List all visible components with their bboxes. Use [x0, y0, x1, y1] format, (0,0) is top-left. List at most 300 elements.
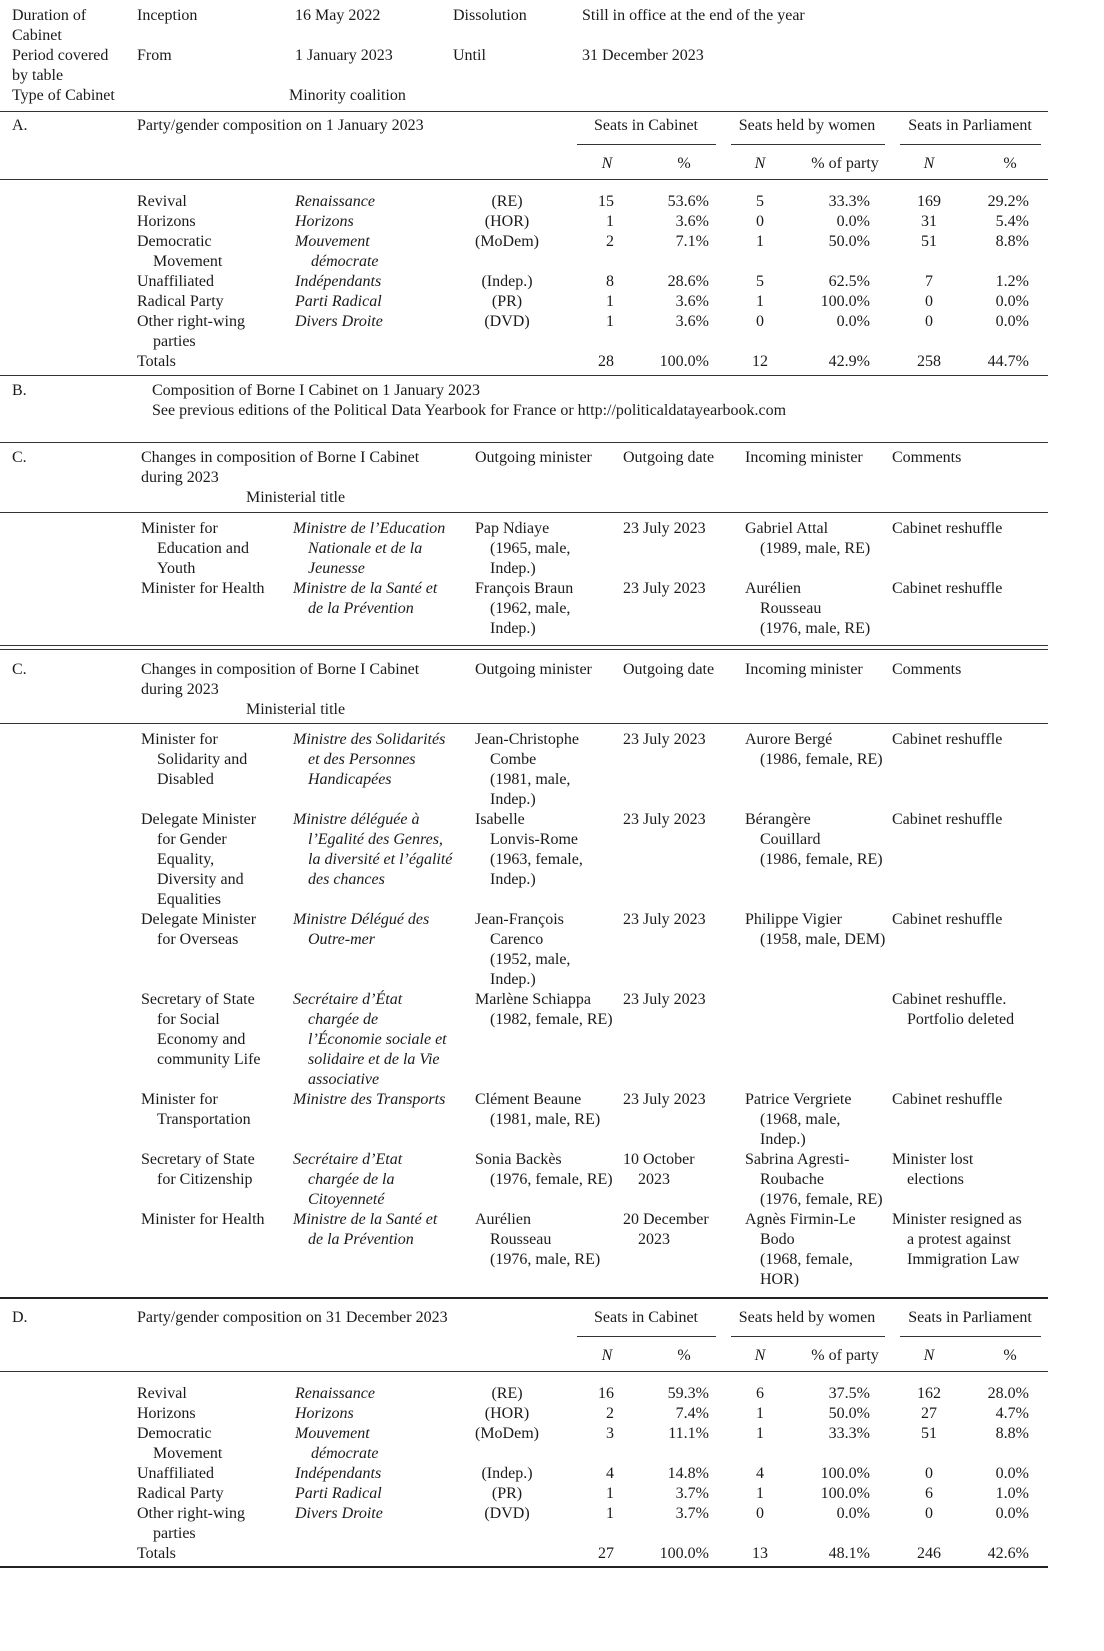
- section-d-value: 27: [921, 1405, 937, 1422]
- section-a-value: 5: [756, 273, 764, 290]
- section-d-value: 1: [606, 1505, 614, 1522]
- section-d-value: 4.7%: [995, 1405, 1029, 1422]
- section-c2-title-french: chargée de la: [308, 1171, 395, 1188]
- section-a-letter: A.: [12, 117, 28, 134]
- section-c2-outgoing-minister: Isabelle: [475, 811, 525, 828]
- section-a-value: 51: [921, 233, 937, 250]
- section-c2-comment: Cabinet reshuffle: [892, 1091, 1003, 1108]
- section-c2-incoming-minister: (1968, male,: [760, 1111, 841, 1128]
- section-c2-outgoing-minister: Indep.): [490, 971, 536, 988]
- section-a-totals-value: 28: [598, 353, 614, 370]
- section-a-party-english: Radical Party: [137, 293, 224, 310]
- section-a-party-english: Other right-wing: [137, 313, 245, 330]
- section-c2-header-rule: [0, 723, 1048, 724]
- section-a-totals-value: 44.7%: [987, 353, 1029, 370]
- section-d-value: 8.8%: [995, 1425, 1029, 1442]
- section-a-col-header: %: [677, 155, 691, 172]
- section-c2-title: Changes in composition of Borne I Cabinet: [141, 661, 420, 678]
- section-c2-title-french: l’Économie sociale et: [308, 1031, 447, 1048]
- section-d-value: 16: [598, 1385, 614, 1402]
- section-a-party-french: démocrate: [311, 253, 379, 270]
- section-c2-title-english: Minister for: [141, 731, 218, 748]
- section-c2-title-french: Ministre des Transports: [293, 1091, 446, 1108]
- section-c2-comment: Portfolio deleted: [907, 1011, 1015, 1028]
- section-a-party-abbr: (HOR): [484, 213, 530, 230]
- section-c2-title-english: Diversity and: [157, 871, 244, 888]
- section-c2-comment: Cabinet reshuffle: [892, 811, 1003, 828]
- section-c2-title-french: Ministre des Solidarités: [293, 731, 446, 748]
- section-a-value: 0.0%: [836, 213, 870, 230]
- section-c2-incoming-minister: (1986, female, RE): [760, 751, 883, 768]
- section-c2-outgoing-date: 23 July 2023: [623, 911, 706, 928]
- section-c1-incoming-minister: Aurélien: [745, 580, 801, 597]
- section-c2-incoming-minister: Sabrina Agresti-: [745, 1151, 850, 1168]
- section-c2-letter: C.: [12, 661, 27, 678]
- section-d-value: 6: [756, 1385, 764, 1402]
- section-c2-title-english: Solidarity and: [157, 751, 248, 768]
- section-d-totals-value: 27: [598, 1545, 614, 1562]
- section-d-value: 1: [606, 1485, 614, 1502]
- section-c2-title-english: community Life: [157, 1051, 261, 1068]
- section-c2-title-english: Minister for: [141, 1091, 218, 1108]
- section-c2-outgoing-date: 23 July 2023: [623, 731, 706, 748]
- section-c2-outgoing-minister: (1981, male,: [490, 771, 571, 788]
- section-c1-outgoing-minister: Pap Ndiaye: [475, 520, 550, 537]
- period-label: Period covered: [12, 47, 109, 64]
- section-d-value: 0.0%: [836, 1505, 870, 1522]
- section-d-value: 2: [606, 1405, 614, 1422]
- section-a-value: 62.5%: [828, 273, 870, 290]
- section-c1-outgoing-minister: François Braun: [475, 580, 574, 597]
- type-value: Minority coalition: [289, 87, 406, 104]
- section-c1-title-english: Minister for: [141, 520, 218, 537]
- section-c2-outgoing-date: 2023: [638, 1171, 670, 1188]
- section-c2-outgoing-minister: Aurélien: [475, 1211, 531, 1228]
- section-c1-outgoing-minister: (1962, male,: [490, 600, 571, 617]
- section-a-col-header: % of party: [811, 155, 879, 172]
- section-c2-outgoing-date: 20 December: [623, 1211, 709, 1228]
- section-a-value: 0: [756, 313, 764, 330]
- section-d-party-english: Unaffiliated: [137, 1465, 215, 1482]
- section-c2-incoming-minister: Roubache: [760, 1171, 824, 1188]
- section-a-seats-cabinet-header: Seats in Cabinet: [594, 117, 698, 134]
- section-a-totals-value: 100.0%: [659, 353, 709, 370]
- group-underline: [577, 1336, 716, 1337]
- section-d-letter: D.: [12, 1309, 28, 1326]
- section-a-party-french: Indépendants: [295, 273, 382, 290]
- section-c2-title: during 2023: [141, 681, 219, 698]
- section-c2-ministerial-title-header: Ministerial title: [246, 701, 346, 718]
- section-a-value: 0: [925, 293, 933, 310]
- section-a-party-abbr: (PR): [491, 293, 523, 310]
- section-a-seats-parliament-header: Seats in Parliament: [908, 117, 1032, 134]
- section-c1-comment: Cabinet reshuffle: [892, 520, 1003, 537]
- section-c1-outgoing-minister: (1965, male,: [490, 540, 571, 557]
- section-b-title: Composition of Borne I Cabinet on 1 January 2023: [152, 382, 480, 399]
- section-d-value: 50.0%: [828, 1405, 870, 1422]
- group-underline: [900, 144, 1041, 145]
- group-underline: [731, 1336, 885, 1337]
- section-d-value: 0.0%: [995, 1505, 1029, 1522]
- section-d-col-header: N: [754, 1347, 766, 1364]
- section-c2-outgoing-date: 23 July 2023: [623, 811, 706, 828]
- section-c2-title-french: associative: [308, 1071, 380, 1088]
- section-d-party-french: démocrate: [311, 1445, 379, 1462]
- until-label: Until: [453, 47, 486, 64]
- section-c2-outgoing-minister: (1981, male, RE): [490, 1111, 601, 1128]
- section-d-party-english: Radical Party: [137, 1485, 224, 1502]
- section-c1-outgoing-date: 23 July 2023: [623, 520, 706, 537]
- section-d-totals-value: 13: [752, 1545, 768, 1562]
- section-d-totals-value: 246: [917, 1545, 941, 1562]
- section-c1-title-french: Ministre de l’Education: [293, 520, 446, 537]
- section-a-value: 8: [606, 273, 614, 290]
- section-a-value: 0: [756, 213, 764, 230]
- section-a-value: 1: [756, 293, 764, 310]
- section-d-value: 100.0%: [820, 1485, 870, 1502]
- section-a-value: 7.1%: [675, 233, 709, 250]
- section-a-party-english: Movement: [153, 253, 223, 270]
- section-a-value: 0.0%: [836, 313, 870, 330]
- section-a-value: 50.0%: [828, 233, 870, 250]
- section-c2-title-french: Outre-mer: [308, 931, 375, 948]
- section-d-seats-cabinet-header: Seats in Cabinet: [594, 1309, 698, 1326]
- section-d-value: 162: [917, 1385, 941, 1402]
- section-c1-outgoing-date-header: Outgoing date: [623, 449, 715, 466]
- section-d-col-header: N: [923, 1347, 935, 1364]
- section-d-bottom-rule: [0, 1566, 1048, 1568]
- section-a-party-english: Democratic: [137, 233, 212, 250]
- section-c1-incoming-minister: (1976, male, RE): [760, 620, 871, 637]
- section-a-value: 2: [606, 233, 614, 250]
- section-a-value: 3.6%: [675, 313, 709, 330]
- section-a-seats-women-header: Seats held by women: [738, 117, 876, 134]
- section-c2-incoming-minister: (1968, female,: [760, 1251, 853, 1268]
- section-a-col-header: N: [601, 155, 613, 172]
- section-c2-title-french: chargée de: [308, 1011, 379, 1028]
- section-a-party-abbr: (RE): [491, 193, 523, 210]
- section-a-title: Party/gender composition on 1 January 2023: [137, 117, 424, 134]
- section-d-value: 0: [925, 1465, 933, 1482]
- section-c2-bottom-rule: [0, 1297, 1048, 1299]
- section-c2-incoming-minister: (1986, female, RE): [760, 851, 883, 868]
- section-d-party-english: Horizons: [137, 1405, 196, 1422]
- section-c2-incoming-minister: HOR): [760, 1271, 800, 1288]
- section-c1-ministerial-title-header: Ministerial title: [246, 489, 346, 506]
- section-d-party-french: Horizons: [295, 1405, 354, 1422]
- section-c2-incoming-minister-header: Incoming minister: [745, 661, 863, 678]
- section-c2-incoming-minister: Agnès Firmin-Le: [745, 1211, 856, 1228]
- section-d-value: 100.0%: [820, 1465, 870, 1482]
- dissolution-label: Dissolution: [453, 7, 527, 24]
- section-c2-comment: Immigration Law: [907, 1251, 1020, 1268]
- section-c2-title-french: Handicapées: [308, 771, 392, 788]
- section-c2-title-english: for Social: [157, 1011, 220, 1028]
- section-c2-comments-header: Comments: [892, 661, 962, 678]
- section-d-value: 33.3%: [828, 1425, 870, 1442]
- section-c1-bottom-rule: [0, 645, 1048, 650]
- section-a-value: 1: [606, 293, 614, 310]
- section-c2-outgoing-minister: Combe: [490, 751, 537, 768]
- section-d-value: 6: [925, 1485, 933, 1502]
- section-c2-incoming-minister: Aurore Bergé: [745, 731, 833, 748]
- section-c2-incoming-minister: Indep.): [760, 1131, 806, 1148]
- section-a-party-abbr: (MoDem): [475, 233, 539, 250]
- section-d-party-english: Other right-wing: [137, 1505, 245, 1522]
- section-c2-title-english: Minister for Health: [141, 1211, 265, 1228]
- section-d-col-header: N: [601, 1347, 613, 1364]
- section-c2-outgoing-minister: Jean-Christophe: [475, 731, 579, 748]
- section-c2-title-english: Disabled: [157, 771, 214, 788]
- section-d-col-header: %: [677, 1347, 691, 1364]
- section-c2-incoming-minister: Patrice Vergriete: [745, 1091, 852, 1108]
- section-c2-outgoing-minister: Jean-François: [475, 911, 564, 928]
- section-d-party-abbr: (Indep.): [481, 1465, 533, 1482]
- section-b-letter: B.: [12, 382, 27, 399]
- section-a-party-abbr: (DVD): [484, 313, 530, 330]
- section-c2-outgoing-date: 2023: [638, 1231, 670, 1248]
- section-c2-title-french: Secrétaire d’État: [293, 991, 403, 1008]
- section-c2-outgoing-minister: (1976, male, RE): [490, 1251, 601, 1268]
- section-d-party-english: Revival: [137, 1385, 187, 1402]
- section-c2-outgoing-minister: Lonvis-Rome: [490, 831, 578, 848]
- section-a-party-french: Parti Radical: [295, 293, 382, 310]
- section-c1-comment: Cabinet reshuffle: [892, 580, 1003, 597]
- section-c2-outgoing-minister: (1963, female,: [490, 851, 583, 868]
- section-d-value: 0.0%: [995, 1465, 1029, 1482]
- section-d-rule: [0, 1371, 1048, 1372]
- section-d-col-header: %: [1003, 1347, 1017, 1364]
- section-d-title: Party/gender composition on 31 December 2023: [137, 1309, 448, 1326]
- section-d-seats-parliament-header: Seats in Parliament: [908, 1309, 1032, 1326]
- section-a-party-english: Revival: [137, 193, 187, 210]
- section-c1-title-french: Nationale et de la: [308, 540, 423, 557]
- section-c1-incoming-minister: Gabriel Attal: [745, 520, 829, 537]
- section-a-value: 33.3%: [828, 193, 870, 210]
- section-c2-incoming-minister: (1976, female, RE): [760, 1191, 883, 1208]
- section-c2-outgoing-date: 10 October: [623, 1151, 695, 1168]
- section-c1-title-french: Jeunesse: [308, 560, 365, 577]
- section-c2-title-english: for Citizenship: [157, 1171, 253, 1188]
- section-a-value: 15: [598, 193, 614, 210]
- group-underline: [731, 144, 885, 145]
- section-d-value: 1: [756, 1425, 764, 1442]
- section-c2-comment: Minister resigned as: [892, 1211, 1022, 1228]
- section-a-party-french: Renaissance: [295, 193, 375, 210]
- section-c2-comment: elections: [907, 1171, 964, 1188]
- section-d-value: 11.1%: [668, 1425, 709, 1442]
- section-c2-title-french: des chances: [308, 871, 385, 888]
- section-c2-outgoing-date: 23 July 2023: [623, 1091, 706, 1108]
- section-d-value: 3.7%: [675, 1505, 709, 1522]
- section-d-totals-value: 42.6%: [987, 1545, 1029, 1562]
- section-c2-title-english: Secretary of State: [141, 1151, 255, 1168]
- section-c2-title-french: Citoyenneté: [308, 1191, 385, 1208]
- section-d-party-french: Parti Radical: [295, 1485, 382, 1502]
- section-d-totals-value: 48.1%: [828, 1545, 870, 1562]
- section-d-party-abbr: (RE): [491, 1385, 523, 1402]
- section-a-party-english: Unaffiliated: [137, 273, 215, 290]
- section-a-value: 7: [925, 273, 933, 290]
- section-c1-outgoing-date: 23 July 2023: [623, 580, 706, 597]
- section-d-value: 0: [925, 1505, 933, 1522]
- section-d-totals-value: 100.0%: [659, 1545, 709, 1562]
- section-a-value: 169: [917, 193, 941, 210]
- section-d-party-french: Indépendants: [295, 1465, 382, 1482]
- section-b-reference: See previous editions of the Political Data Yearbook for France or http://politicaldatayearbook.com: [152, 402, 787, 419]
- section-c2-incoming-minister: (1958, male, DEM): [760, 931, 886, 948]
- section-c1-outgoing-minister-header: Outgoing minister: [475, 449, 592, 466]
- section-a-value: 1: [606, 213, 614, 230]
- section-c2-title-french: Ministre Délégué des: [293, 911, 430, 928]
- from-value: 1 January 2023: [295, 47, 393, 64]
- section-c2-title-english: for Gender: [157, 831, 227, 848]
- section-a-party-english: parties: [153, 333, 196, 350]
- type-label: Type of Cabinet: [12, 87, 115, 104]
- inception-value: 16 May 2022: [295, 7, 381, 24]
- section-a-value: 3.6%: [675, 293, 709, 310]
- section-c2-outgoing-minister: Clément Beaune: [475, 1091, 582, 1108]
- section-c2-outgoing-minister: Indep.): [490, 871, 536, 888]
- section-a-col-header: N: [754, 155, 766, 172]
- until-value: 31 December 2023: [582, 47, 704, 64]
- section-a-value: 100.0%: [820, 293, 870, 310]
- section-c2-title-french: l’Egalité des Genres,: [308, 831, 443, 848]
- section-a-value: 8.8%: [995, 233, 1029, 250]
- section-c2-outgoing-minister: (1952, male,: [490, 951, 571, 968]
- section-d-party-english: parties: [153, 1525, 196, 1542]
- section-a-value: 0.0%: [995, 293, 1029, 310]
- section-c2-outgoing-minister: (1976, female, RE): [490, 1171, 613, 1188]
- section-d-value: 1.0%: [995, 1485, 1029, 1502]
- section-a-value: 5.4%: [995, 213, 1029, 230]
- header-rule: [0, 111, 1048, 112]
- section-c2-title-english: Delegate Minister: [141, 811, 257, 828]
- section-c2-outgoing-minister: Indep.): [490, 791, 536, 808]
- section-d-value: 37.5%: [828, 1385, 870, 1402]
- section-c2-title-french: de la Prévention: [308, 1231, 414, 1248]
- section-a-totals-value: 12: [752, 353, 768, 370]
- section-a-value: 0.0%: [995, 313, 1029, 330]
- section-d-value: 4: [606, 1465, 614, 1482]
- section-d-party-abbr: (MoDem): [475, 1425, 539, 1442]
- inception-label: Inception: [137, 7, 198, 24]
- section-d-value: 59.3%: [667, 1385, 709, 1402]
- duration-label: Cabinet: [12, 27, 62, 44]
- section-c1-title-english: Youth: [157, 560, 196, 577]
- section-c2-title-french: Secrétaire d’Etat: [293, 1151, 403, 1168]
- section-c2-incoming-minister: Philippe Vigier: [745, 911, 842, 928]
- section-a-rule: [0, 179, 1048, 180]
- section-c2-title-english: Transportation: [157, 1111, 251, 1128]
- section-d-value: 0: [756, 1505, 764, 1522]
- section-d-party-english: Movement: [153, 1445, 223, 1462]
- section-a-value: 31: [921, 213, 937, 230]
- section-c1-outgoing-minister: Indep.): [490, 560, 536, 577]
- section-d-value: 7.4%: [675, 1405, 709, 1422]
- section-c2-title-english: Economy and: [157, 1031, 246, 1048]
- section-c2-outgoing-date-header: Outgoing date: [623, 661, 715, 678]
- section-c1-incoming-minister-header: Incoming minister: [745, 449, 863, 466]
- section-c2-outgoing-date: 23 July 2023: [623, 991, 706, 1008]
- section-c2-comment: Minister lost: [892, 1151, 974, 1168]
- section-d-party-abbr: (DVD): [484, 1505, 530, 1522]
- section-d-value: 51: [921, 1425, 937, 1442]
- group-underline: [900, 1336, 1041, 1337]
- period-label: by table: [12, 67, 64, 84]
- section-d-value: 28.0%: [987, 1385, 1029, 1402]
- section-d-party-abbr: (PR): [491, 1485, 523, 1502]
- section-c2-outgoing-minister: Rousseau: [490, 1231, 552, 1248]
- section-d-party-french: Divers Droite: [295, 1505, 383, 1522]
- section-a-value: 3.6%: [675, 213, 709, 230]
- section-a-value: 29.2%: [987, 193, 1029, 210]
- section-b-rule: [0, 442, 1048, 443]
- group-underline: [577, 144, 716, 145]
- section-c2-comment: a protest against: [907, 1231, 1011, 1248]
- section-c2-outgoing-minister: (1982, female, RE): [490, 1011, 613, 1028]
- section-c1-title-english: Minister for Health: [141, 580, 265, 597]
- section-a-value: 5: [756, 193, 764, 210]
- section-c2-incoming-minister: Couillard: [760, 831, 821, 848]
- section-c2-comment: Cabinet reshuffle: [892, 731, 1003, 748]
- section-d-col-header: % of party: [811, 1347, 879, 1364]
- section-c1-header-rule: [0, 512, 1048, 513]
- section-d-seats-women-header: Seats held by women: [738, 1309, 876, 1326]
- section-c2-title-english: for Overseas: [157, 931, 239, 948]
- section-c1-comments-header: Comments: [892, 449, 962, 466]
- section-c2-title-english: Equality,: [157, 851, 215, 868]
- section-d-value: 4: [756, 1465, 764, 1482]
- section-d-party-french: Mouvement: [295, 1425, 370, 1442]
- section-a-party-french: Divers Droite: [295, 313, 383, 330]
- section-d-value: 1: [756, 1405, 764, 1422]
- section-a-value: 28.6%: [667, 273, 709, 290]
- section-d-value: 3.7%: [675, 1485, 709, 1502]
- section-c1-title-english: Education and: [157, 540, 249, 557]
- section-a-party-french: Horizons: [295, 213, 354, 230]
- section-a-value: 1.2%: [995, 273, 1029, 290]
- section-c1-letter: C.: [12, 449, 27, 466]
- section-c1-title: during 2023: [141, 469, 219, 486]
- section-c2-title-french: Ministre de la Santé et: [293, 1211, 438, 1228]
- section-c1-title-french: Ministre de la Santé et: [293, 580, 438, 597]
- section-c1-title-french: de la Prévention: [308, 600, 414, 617]
- section-c1-incoming-minister: (1989, male, RE): [760, 540, 871, 557]
- section-a-party-french: Mouvement: [295, 233, 370, 250]
- section-a-party-english: Horizons: [137, 213, 196, 230]
- section-c2-title-french: la diversité et l’égalité: [308, 851, 453, 868]
- section-a-totals-value: 42.9%: [828, 353, 870, 370]
- section-d-party-english: Democratic: [137, 1425, 212, 1442]
- from-label: From: [137, 47, 172, 64]
- section-c1-outgoing-minister: Indep.): [490, 620, 536, 637]
- section-c2-comment: Cabinet reshuffle.: [892, 991, 1007, 1008]
- section-a-party-abbr: (Indep.): [481, 273, 533, 290]
- dissolution-value: Still in office at the end of the year: [582, 7, 805, 24]
- section-a-col-header: N: [923, 155, 935, 172]
- section-c2-outgoing-minister: Marlène Schiappa: [475, 991, 591, 1008]
- section-c2-outgoing-minister: Carenco: [490, 931, 544, 948]
- section-c2-title-english: Secretary of State: [141, 991, 255, 1008]
- section-c2-incoming-minister: Bodo: [760, 1231, 795, 1248]
- section-d-value: 1: [756, 1485, 764, 1502]
- section-c1-incoming-minister: Rousseau: [760, 600, 822, 617]
- section-a-value: 1: [606, 313, 614, 330]
- section-d-totals-label: Totals: [137, 1545, 176, 1562]
- section-c2-title-french: solidaire et de la Vie: [308, 1051, 440, 1068]
- section-d-party-french: Renaissance: [295, 1385, 375, 1402]
